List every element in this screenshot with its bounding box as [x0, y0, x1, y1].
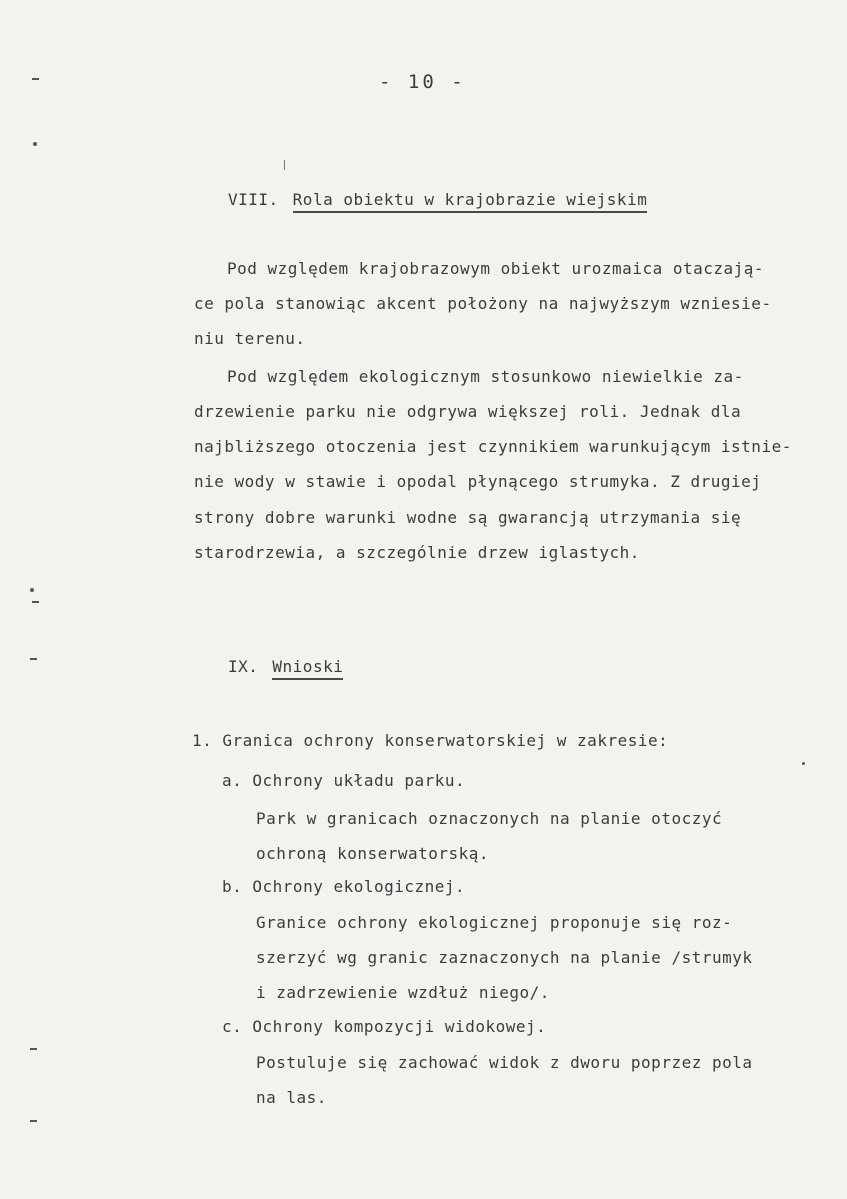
sub-item-line: Park w granicach oznaczonych na planie otoczyć [256, 809, 723, 828]
page-number: - 10 - [379, 71, 466, 93]
margin-mark [30, 1120, 37, 1122]
stray-mark [284, 160, 285, 170]
sub-item-line: i zadrzewienie wzdłuż niego/. [256, 983, 550, 1002]
paragraph-line: Pod względem ekologicznym stosunkowo niewielkie za- [227, 367, 744, 386]
margin-mark [30, 658, 37, 660]
section-heading [228, 190, 647, 213]
paragraph-line: Pod względem krajobrazowym obiekt urozmaica otaczają- [227, 259, 765, 278]
paragraph-line: nie wody w stawie i opodal płynącego strumyka. Z drugiej [194, 472, 762, 491]
section-number: VIII. [228, 190, 279, 209]
sub-item-line: na las. [256, 1088, 327, 1107]
section-heading [228, 657, 343, 680]
paragraph-line: drzewienie parku nie odgrywa większej roli. Jednak dla [194, 402, 742, 421]
margin-mark [30, 1048, 37, 1050]
stray-mark [802, 762, 805, 765]
margin-dot [30, 588, 34, 592]
margin-mark [32, 78, 39, 80]
section-title: Rola obiektu w krajobrazie wiejskim [293, 190, 648, 213]
section-number: IX. [228, 657, 259, 676]
list-item: 1. Granica ochrony konserwatorskiej w zakresie: [192, 731, 669, 750]
sub-item-line: Granice ochrony ekologicznej proponuje się roz- [256, 913, 733, 932]
sub-item-line: szerzyć wg granic zaznaczonych na planie /strumyk [256, 948, 753, 967]
sub-item-line: Postuluje się zachować widok z dworu poprzez pola [256, 1053, 753, 1072]
paragraph-line: strony dobre warunki wodne są gwarancją utrzymania się [194, 508, 742, 527]
margin-dot [33, 142, 37, 146]
paragraph-line: najbliższego otoczenia jest czynnikiem warunkującym istnie- [194, 437, 792, 456]
margin-mark [32, 601, 39, 603]
sub-item-title: c. Ochrony kompozycji widokowej. [222, 1017, 547, 1036]
sub-item-line: ochroną konserwatorską. [256, 844, 490, 863]
sub-item-title: a. Ochrony układu parku. [222, 771, 466, 790]
paragraph-line: starodrzewia, a szczególnie drzew iglastych. [194, 543, 640, 562]
section-title: Wnioski [272, 657, 343, 680]
sub-item-title: b. Ochrony ekologicznej. [222, 877, 466, 896]
paragraph-line: ce pola stanowiąc akcent położony na najwyższym wzniesie- [194, 294, 772, 313]
paragraph-line: niu terenu. [194, 329, 306, 348]
